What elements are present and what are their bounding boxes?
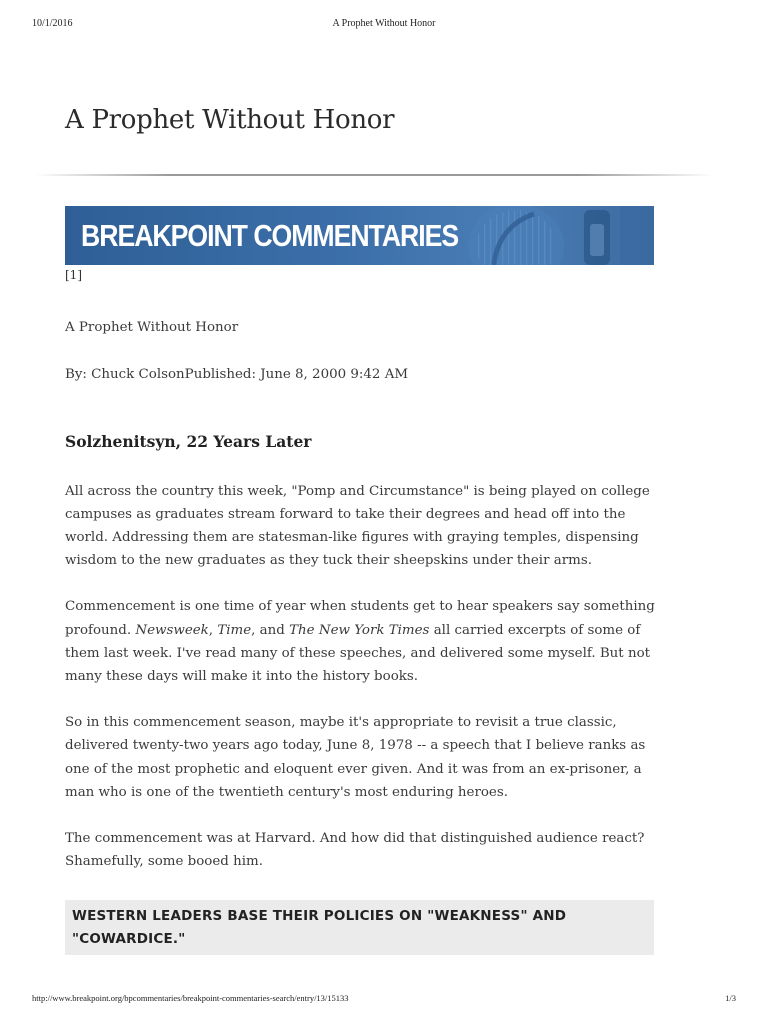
publication-time: Time [217,622,252,638]
print-footer [32,993,736,1007]
article-title: A Prophet Without Honor [65,320,239,335]
paragraph-4: The commencement was at Harvard. And how did that distinguished audience react? Shamefully, some booed him. [65,831,645,870]
paragraph-3: So in this commencement season, maybe it's appropriate to revisit a true classic, delivered twenty-two years ago today, June 8, 1978 -- a speech that I believe ranks as one of the most prophetic and eloquent ever given. And it was from an ex-prisoner, a man who is one of the twentieth century's most enduring heroes. [65,715,646,800]
pullquote: WESTERN LEADERS BASE THEIR POLICIES ON "WEAKNESS" AND "COWARDICE." [65,900,654,955]
microphone-icon [424,206,654,265]
publication-nytimes: The New York Times [289,622,430,638]
paragraph-2-sep-1: , [208,622,218,638]
page-number: 1/3 [725,993,736,1003]
print-header [32,18,736,32]
article-subhead: Solzhenitsyn, 22 Years Later [65,432,312,452]
publication-newsweek: Newsweek [135,622,209,638]
page-url: http://www.breakpoint.org/bpcommentaries/breakpoint-commentaries-search/entry/13/15133 [32,993,349,1003]
paragraph-2-before: Commencement is one time of year when students get to hear speakers say something profound. [65,599,655,638]
title-divider [35,174,713,176]
breakpoint-banner [65,206,654,265]
paragraph-2-sep-2: , and [251,622,290,638]
article-content [65,316,655,896]
paragraph-1: All across the country this week, "Pomp and Circumstance" is being played on college campuses as graduates stream forward to take their degrees and head off into the world. Addressing them are statesman-like figures with graying temples, dispensing wisdom to the new graduates as they tuck their sheepskins under their arms. [65,483,650,569]
print-date: 10/1/2016 [32,18,73,29]
banner-text: BREAKPOINT COMMENTARIES [81,218,459,253]
print-title: A Prophet Without Honor [332,18,436,29]
paragraph-2 [65,595,655,688]
paragraph-2-after: all carried excerpts of some of them last week. I've read many of these speeches, and delivered some myself. But not many these days will make it into the history books. [65,622,651,685]
footnote-reference: [1] [65,268,82,282]
byline: By: Chuck ColsonPublished: June 8, 2000 9:42 AM [65,367,409,383]
page-title: A Prophet Without Honor [65,105,395,135]
